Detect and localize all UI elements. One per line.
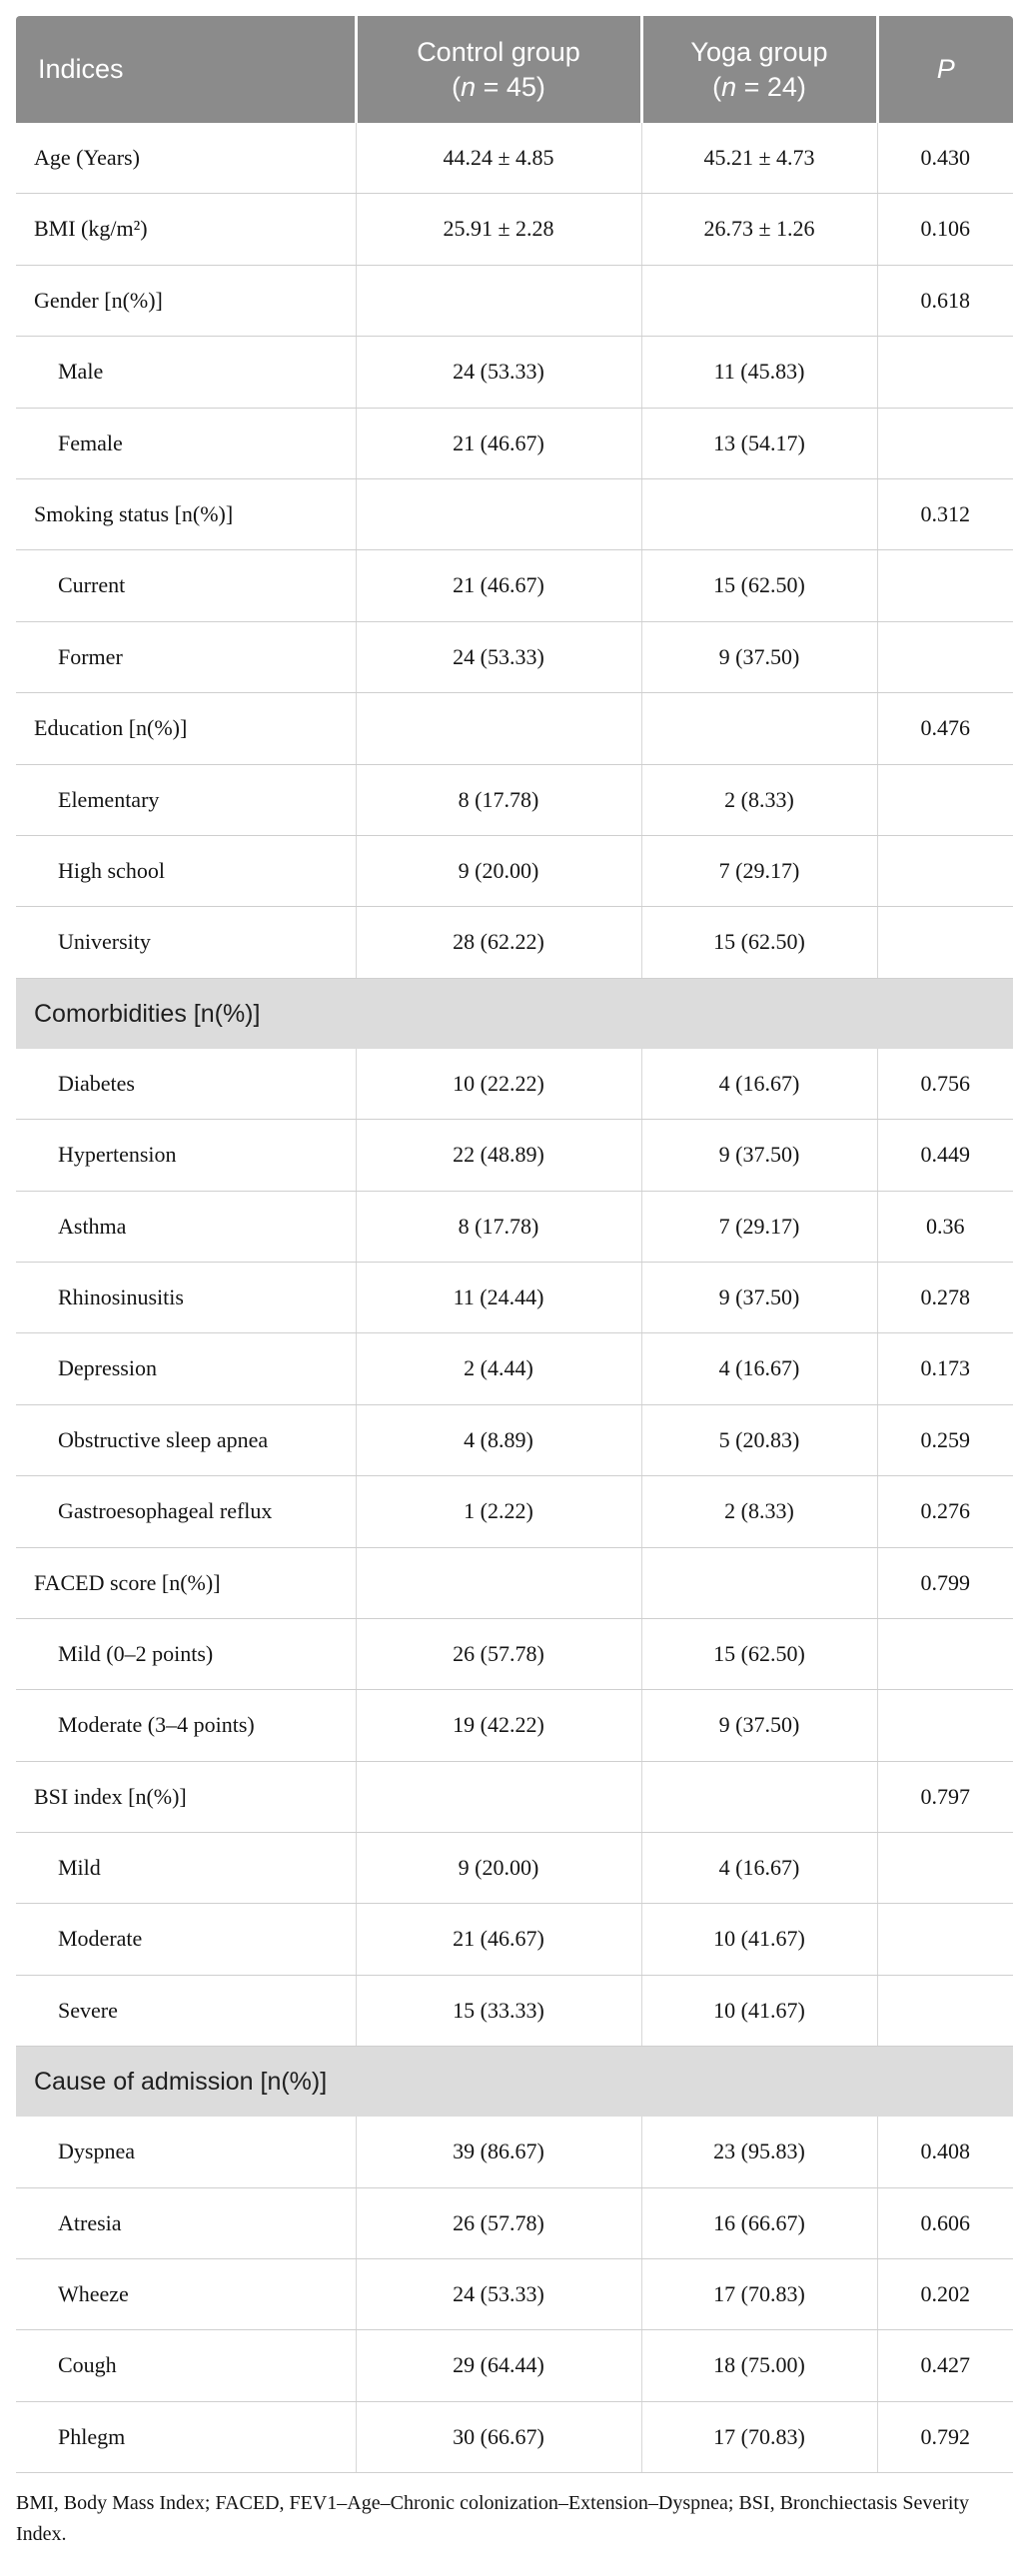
control-value-cell: 21 (46.67) bbox=[356, 408, 641, 478]
table-row bbox=[16, 1333, 1013, 1404]
control-value-cell: 11 (24.44) bbox=[356, 1262, 641, 1332]
table-row bbox=[16, 1049, 1013, 1120]
yoga-value-cell: 2 (8.33) bbox=[641, 1476, 877, 1547]
control-value-cell: 26 (57.78) bbox=[356, 2187, 641, 2258]
control-value-cell: 29 (64.44) bbox=[356, 2330, 641, 2401]
p-value-cell bbox=[877, 408, 1013, 478]
control-value-cell: 8 (17.78) bbox=[356, 1191, 641, 1262]
table-row bbox=[16, 194, 1013, 265]
p-value-cell: 0.173 bbox=[877, 1333, 1013, 1404]
p-value-cell: 0.797 bbox=[877, 1761, 1013, 1832]
yoga-value-cell bbox=[641, 265, 877, 336]
table-row bbox=[16, 265, 1013, 336]
yoga-value-cell: 17 (70.83) bbox=[641, 2259, 877, 2330]
control-value-cell: 25.91 ± 2.28 bbox=[356, 194, 641, 265]
p-value-cell: 0.408 bbox=[877, 2117, 1013, 2187]
column-header-p: P bbox=[877, 16, 1013, 123]
p-value-cell: 0.618 bbox=[877, 265, 1013, 336]
table-row bbox=[16, 2401, 1013, 2472]
yoga-value-cell: 7 (29.17) bbox=[641, 836, 877, 907]
p-value-cell: 0.202 bbox=[877, 2259, 1013, 2330]
control-value-cell: 24 (53.33) bbox=[356, 337, 641, 408]
yoga-value-cell: 9 (37.50) bbox=[641, 621, 877, 692]
p-value-cell: 0.792 bbox=[877, 2401, 1013, 2472]
row-label-cell: Atresia bbox=[16, 2187, 356, 2258]
p-value-cell: 0.449 bbox=[877, 1120, 1013, 1191]
column-header-indices: Indices bbox=[16, 16, 356, 123]
yoga-value-cell: 2 (8.33) bbox=[641, 764, 877, 835]
p-value-cell: 0.799 bbox=[877, 1547, 1013, 1618]
p-value-cell: 0.106 bbox=[877, 194, 1013, 265]
p-value-cell bbox=[877, 1833, 1013, 1904]
yoga-value-cell: 7 (29.17) bbox=[641, 1191, 877, 1262]
row-label-cell: University bbox=[16, 907, 356, 978]
yoga-value-cell: 4 (16.67) bbox=[641, 1333, 877, 1404]
table-row bbox=[16, 1262, 1013, 1332]
table-footnote: BMI, Body Mass Index; FACED, FEV1–Age–Chronic colonization–Extension–Dyspnea; BSI, Bronchiectasis Severity Index. bbox=[16, 2492, 969, 2546]
p-value-cell: 0.606 bbox=[877, 2187, 1013, 2258]
p-value-cell bbox=[877, 621, 1013, 692]
row-label-cell: Dyspnea bbox=[16, 2117, 356, 2187]
p-value-cell bbox=[877, 907, 1013, 978]
section-row bbox=[16, 978, 1013, 1049]
yoga-value-cell: 4 (16.67) bbox=[641, 1049, 877, 1120]
table-row bbox=[16, 2259, 1013, 2330]
p-value-cell bbox=[877, 550, 1013, 621]
control-value-cell: 22 (48.89) bbox=[356, 1120, 641, 1191]
table-row bbox=[16, 337, 1013, 408]
row-label-cell: Current bbox=[16, 550, 356, 621]
yoga-value-cell: 10 (41.67) bbox=[641, 1904, 877, 1975]
control-value-cell bbox=[356, 265, 641, 336]
yoga-value-cell: 10 (41.67) bbox=[641, 1975, 877, 2046]
control-value-cell: 9 (20.00) bbox=[356, 836, 641, 907]
yoga-value-cell: 15 (62.50) bbox=[641, 550, 877, 621]
row-label-cell: Wheeze bbox=[16, 2259, 356, 2330]
table-row bbox=[16, 764, 1013, 835]
row-label-cell: Diabetes bbox=[16, 1049, 356, 1120]
p-value-cell bbox=[877, 1904, 1013, 1975]
table-row bbox=[16, 1690, 1013, 1761]
p-value-cell bbox=[877, 1690, 1013, 1761]
p-value-cell: 0.427 bbox=[877, 2330, 1013, 2401]
control-value-cell: 26 (57.78) bbox=[356, 1618, 641, 1689]
row-label-cell: Gender [n(%)] bbox=[16, 265, 356, 336]
p-value-cell: 0.36 bbox=[877, 1191, 1013, 1262]
baseline-characteristics-table bbox=[16, 16, 1013, 2473]
table-row bbox=[16, 1404, 1013, 1475]
row-label-cell: Phlegm bbox=[16, 2401, 356, 2472]
p-value-cell bbox=[877, 337, 1013, 408]
p-value-cell bbox=[877, 836, 1013, 907]
yoga-value-cell: 26.73 ± 1.26 bbox=[641, 194, 877, 265]
header-row bbox=[16, 16, 1013, 123]
control-value-cell bbox=[356, 1547, 641, 1618]
yoga-value-cell bbox=[641, 693, 877, 764]
yoga-value-cell bbox=[641, 1547, 877, 1618]
p-value-cell bbox=[877, 1618, 1013, 1689]
table-row bbox=[16, 1120, 1013, 1191]
row-label-cell: BMI (kg/m²) bbox=[16, 194, 356, 265]
yoga-value-cell: 45.21 ± 4.73 bbox=[641, 123, 877, 194]
control-value-cell: 15 (33.33) bbox=[356, 1975, 641, 2046]
table-row bbox=[16, 2187, 1013, 2258]
yoga-value-cell: 16 (66.67) bbox=[641, 2187, 877, 2258]
table-row bbox=[16, 1476, 1013, 1547]
yoga-value-cell bbox=[641, 479, 877, 550]
yoga-value-cell: 5 (20.83) bbox=[641, 1404, 877, 1475]
yoga-value-cell: 9 (37.50) bbox=[641, 1120, 877, 1191]
table-row bbox=[16, 1904, 1013, 1975]
control-value-cell: 44.24 ± 4.85 bbox=[356, 123, 641, 194]
table-row bbox=[16, 408, 1013, 478]
control-value-cell: 10 (22.22) bbox=[356, 1049, 641, 1120]
row-label-cell: Gastroesophageal reflux bbox=[16, 1476, 356, 1547]
table-row bbox=[16, 479, 1013, 550]
p-value-cell bbox=[877, 764, 1013, 835]
control-value-cell: 4 (8.89) bbox=[356, 1404, 641, 1475]
row-label-cell: Severe bbox=[16, 1975, 356, 2046]
row-label-cell: Mild (0–2 points) bbox=[16, 1618, 356, 1689]
row-label-cell: High school bbox=[16, 836, 356, 907]
row-label-cell: Elementary bbox=[16, 764, 356, 835]
p-value-cell: 0.312 bbox=[877, 479, 1013, 550]
control-value-cell bbox=[356, 693, 641, 764]
yoga-value-cell: 9 (37.50) bbox=[641, 1262, 877, 1332]
yoga-value-cell: 11 (45.83) bbox=[641, 337, 877, 408]
table-row bbox=[16, 1547, 1013, 1618]
table-row bbox=[16, 1833, 1013, 1904]
yoga-value-cell: 17 (70.83) bbox=[641, 2401, 877, 2472]
row-label-cell: Education [n(%)] bbox=[16, 693, 356, 764]
table-row bbox=[16, 693, 1013, 764]
control-value-cell: 21 (46.67) bbox=[356, 1904, 641, 1975]
p-value-cell: 0.276 bbox=[877, 1476, 1013, 1547]
section-row bbox=[16, 2047, 1013, 2118]
table-row bbox=[16, 123, 1013, 194]
row-label-cell: Moderate bbox=[16, 1904, 356, 1975]
p-value-cell: 0.278 bbox=[877, 1262, 1013, 1332]
column-header-yoga-group: Yoga group (n = 24) bbox=[641, 16, 877, 123]
row-label-cell: Female bbox=[16, 408, 356, 478]
control-value-cell bbox=[356, 1761, 641, 1832]
row-label-cell: Mild bbox=[16, 1833, 356, 1904]
yoga-value-cell: 13 (54.17) bbox=[641, 408, 877, 478]
table-row bbox=[16, 2330, 1013, 2401]
table-row bbox=[16, 1975, 1013, 2046]
table-row bbox=[16, 1191, 1013, 1262]
yoga-value-cell: 15 (62.50) bbox=[641, 907, 877, 978]
section-label: Cause of admission [n(%)] bbox=[16, 2047, 1013, 2118]
row-label-cell: Smoking status [n(%)] bbox=[16, 479, 356, 550]
control-value-cell: 19 (42.22) bbox=[356, 1690, 641, 1761]
control-value-cell: 30 (66.67) bbox=[356, 2401, 641, 2472]
row-label-cell: Age (Years) bbox=[16, 123, 356, 194]
control-value-cell: 8 (17.78) bbox=[356, 764, 641, 835]
row-label-cell: Rhinosinusitis bbox=[16, 1262, 356, 1332]
section-label: Comorbidities [n(%)] bbox=[16, 978, 1013, 1049]
control-value-cell: 24 (53.33) bbox=[356, 621, 641, 692]
p-value-cell: 0.756 bbox=[877, 1049, 1013, 1120]
table-row bbox=[16, 1761, 1013, 1832]
yoga-value-cell: 4 (16.67) bbox=[641, 1833, 877, 1904]
table-body bbox=[16, 123, 1013, 2473]
row-label-cell: Male bbox=[16, 337, 356, 408]
column-header-control-group: Control group (n = 45) bbox=[356, 16, 641, 123]
control-value-cell: 28 (62.22) bbox=[356, 907, 641, 978]
table-row bbox=[16, 836, 1013, 907]
row-label-cell: Depression bbox=[16, 1333, 356, 1404]
table-row bbox=[16, 1618, 1013, 1689]
control-value-cell: 21 (46.67) bbox=[356, 550, 641, 621]
control-value-cell: 24 (53.33) bbox=[356, 2259, 641, 2330]
control-value-cell: 39 (86.67) bbox=[356, 2117, 641, 2187]
row-label-cell: Cough bbox=[16, 2330, 356, 2401]
p-value-cell: 0.259 bbox=[877, 1404, 1013, 1475]
p-value-cell: 0.430 bbox=[877, 123, 1013, 194]
row-label-cell: Moderate (3–4 points) bbox=[16, 1690, 356, 1761]
row-label-cell: Asthma bbox=[16, 1191, 356, 1262]
control-value-cell bbox=[356, 479, 641, 550]
table-header bbox=[16, 16, 1013, 123]
p-value-cell: 0.476 bbox=[877, 693, 1013, 764]
row-label-cell: Obstructive sleep apnea bbox=[16, 1404, 356, 1475]
row-label-cell: BSI index [n(%)] bbox=[16, 1761, 356, 1832]
yoga-value-cell: 18 (75.00) bbox=[641, 2330, 877, 2401]
yoga-value-cell: 15 (62.50) bbox=[641, 1618, 877, 1689]
yoga-value-cell: 23 (95.83) bbox=[641, 2117, 877, 2187]
row-label-cell: FACED score [n(%)] bbox=[16, 1547, 356, 1618]
control-value-cell: 9 (20.00) bbox=[356, 1833, 641, 1904]
table-row bbox=[16, 907, 1013, 978]
table-row bbox=[16, 621, 1013, 692]
p-value-cell bbox=[877, 1975, 1013, 2046]
table-row bbox=[16, 550, 1013, 621]
row-label-cell: Former bbox=[16, 621, 356, 692]
control-value-cell: 2 (4.44) bbox=[356, 1333, 641, 1404]
table-row bbox=[16, 2117, 1013, 2187]
yoga-value-cell bbox=[641, 1761, 877, 1832]
yoga-value-cell: 9 (37.50) bbox=[641, 1690, 877, 1761]
row-label-cell: Hypertension bbox=[16, 1120, 356, 1191]
control-value-cell: 1 (2.22) bbox=[356, 1476, 641, 1547]
